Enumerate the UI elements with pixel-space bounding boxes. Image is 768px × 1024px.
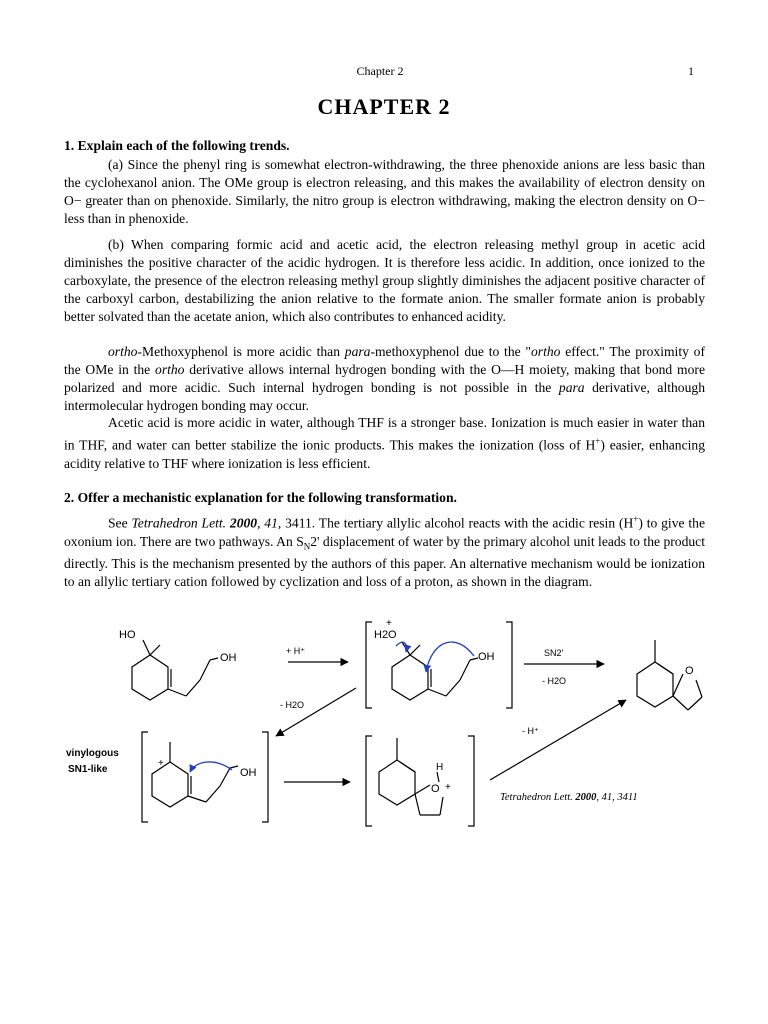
question-1-heading: 1. Explain each of the following trends. bbox=[64, 138, 290, 153]
chapter-title: CHAPTER 2 bbox=[317, 94, 451, 119]
reagent-sn2-prime: SN2' bbox=[544, 648, 564, 658]
arrow-loss-of-proton bbox=[490, 700, 626, 780]
label-oh-1: OH bbox=[220, 652, 237, 664]
curved-arrow-cation-attack bbox=[190, 762, 232, 772]
label-ho: HO bbox=[119, 629, 136, 641]
q2-paragraph: See Tetrahedron Lett. 2000, 41, 3411. The tertiary allylic alcohol reacts with the acidic resin (H+) to give the oxonium ion. There are two pathways. An $S_N2'$ displacement of water by the primary alcohol unit leads to the product directly. This is the mechanism presented by the authors of this paper. An alternative mechanism would be ionization to an allylic tertiary cation followed by cyclization and loss of a proton, as shown in the diagram. bbox=[64, 514, 705, 590]
reagent-add-h: + H⁺ bbox=[286, 646, 306, 656]
citation: Tetrahedron Lett. 2000, 41, 3411 bbox=[500, 792, 638, 803]
label-oh-2: OH bbox=[478, 651, 495, 663]
question-2-heading: 2. Offer a mechanistic explanation for the following transformation. bbox=[64, 490, 457, 505]
reagent-minus-h: - H⁺ bbox=[522, 726, 539, 736]
reagent-minus-h2o-1: - H2O bbox=[542, 676, 567, 686]
pathway-label-sn1: SN1-like bbox=[68, 764, 108, 775]
label-oh-3: OH bbox=[240, 767, 257, 779]
page-number: 1 bbox=[688, 64, 694, 78]
label-plus-oxonium: + bbox=[445, 782, 451, 793]
label-product-o: O bbox=[685, 665, 694, 677]
arrow-loss-of-water bbox=[276, 688, 356, 736]
allylic-cation-structure bbox=[152, 742, 238, 807]
q1-paragraph-a: (a) Since the phenyl ring is somewhat electron-withdrawing, the three phenoxide anions are less basic than the cyclohexanol anion. The OMe group is electron releasing, and this makes the availability of electron density on O− greater than on phenoxide. Similarly, the nitro group is electron withdrawing, making the electron density on O− less than in phenoxide. bbox=[64, 157, 705, 226]
reaction-scheme bbox=[0, 610, 768, 850]
cyclized-oxonium-structure bbox=[379, 738, 443, 815]
label-h2o-plus: H2O bbox=[374, 629, 397, 641]
q1-paragraph-b: (b) When comparing formic acid and acetic acid, the electron releasing methyl group in acetic acid diminishes the positive character of the acidic hydrogen. It is therefore less acidic. In addition, once ionized to the carboxylate, the presence of the electron releasing methyl group slightly diminishes the adjacent positive character of the carboxyl carbon, destabilizing the anion relative to the formate anion. The smaller formate anion is probably better solvated than the acetate anion, which also contributes to enhanced acidity. bbox=[64, 237, 705, 324]
label-plus-cation: + bbox=[158, 758, 164, 769]
pathway-label-vinylogous: vinylogous bbox=[66, 748, 119, 759]
q1-paragraph-d: Acetic acid is more acidic in water, although THF is a stronger base. Ionization is much easier in water than in THF, and water can better stabilize the ionic products. This makes the ionization (loss of H+) easier, enhancing acidity relative to THF where ionization is less efficient. bbox=[64, 415, 705, 471]
label-oxonium-o: O bbox=[431, 783, 440, 795]
q1-paragraph-c: ortho-Methoxyphenol is more acidic than para-methoxyphenol due to the "ortho effect." The proximity of the OMe in the ortho derivative allows internal hydrogen bonding with the O—H moiety, making that bond more polarized and more acidic. Such internal hydrogen bonding is not possible in the para derivative, although intermolecular hydrogen bonding may occur. bbox=[64, 344, 705, 413]
label-plus-1: + bbox=[386, 618, 392, 629]
reagent-minus-h2o-2: - H2O bbox=[280, 700, 305, 710]
running-title: Chapter 2 bbox=[356, 64, 404, 78]
label-oxonium-h: H bbox=[436, 762, 444, 773]
starting-material-structure bbox=[132, 640, 218, 700]
